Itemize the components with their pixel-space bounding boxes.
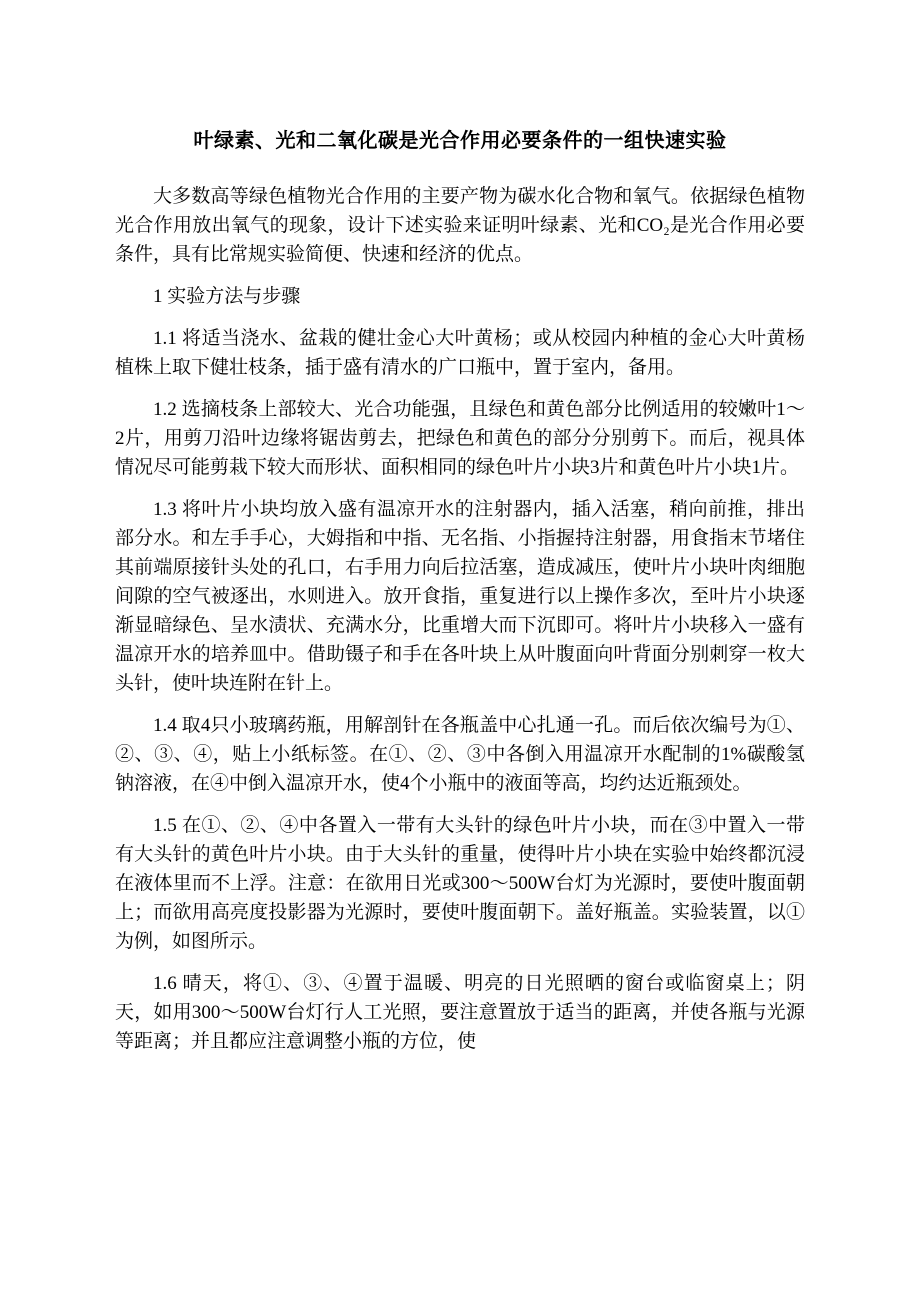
- paragraph-step-1-4: 1.4 取4只小玻璃药瓶，用解剖针在各瓶盖中心扎通一孔。而后依次编号为①、②、③、④，贴上小纸标签。在①、②、③中各倒入用温凉开水配制的1%碳酸氢钠溶液，在④中倒入温凉开水，使4个小瓶中的液面等高，均约达近瓶颈处。: [115, 715, 805, 794]
- paragraph-step-1-5: 1.5 在①、②、④中各置入一带有大头针的绿色叶片小块，而在③中置入一带有大头针的黄色叶片小块。由于大头针的重量，使得叶片小块在实验中始终都沉浸在液体里而不上浮。注意：在欲用日光或300～500W台灯为光源时，要使叶腹面朝上；而欲用高亮度投影器为光源时，要使叶腹面朝下。盖好瓶盖。实验装置，以①为例，如图所示。: [115, 815, 805, 952]
- document-title: 叶绿素、光和二氧化碳是光合作用必要条件的一组快速实验: [193, 130, 727, 152]
- paragraph-step-1-1: 1.1 将适当浇水、盆栽的健壮金心大叶黄杨；或从校园内种植的金心大叶黄杨植株上取下健壮枝条，插于盛有清水的广口瓶中，置于室内，备用。: [115, 328, 805, 378]
- paragraph-step-1-6: 1.6 晴天，将①、③、④置于温暖、明亮的日光照晒的窗台或临窗桌上；阴天，如用300～500W台灯行人工光照，要注意置放于适当的距离，并使各瓶与光源等距离；并且都应注意调整小瓶的方位，使: [115, 973, 805, 1052]
- section-heading-methods: 1 实验方法与步骤: [153, 286, 301, 307]
- paragraph-intro: 大多数高等绿色植物光合作用的主要产物为碳水化合物和氧气。依据绿色植物光合作用放出氧气的现象，设计下述实验来证明叶绿素、光和CO₂是光合作用必要条件，具有比常规实验简便、快速和经济的优点。: [115, 186, 805, 265]
- paragraph-step-1-2: 1.2 选摘枝条上部较大、光合功能强，且绿色和黄色部分比例适用的较嫩叶1～2片，用剪刀沿叶边缘将锯齿剪去，把绿色和黄色的部分分别剪下。而后，视具体情况尽可能剪栽下较大而形状、面积相同的绿色叶片小块3片和黄色叶片小块1片。: [115, 399, 805, 478]
- paragraph-step-1-3: 1.3 将叶片小块均放入盛有温凉开水的注射器内，插入活塞，稍向前推，排出部分水。和左手手心，大姆指和中指、无名指、小指握持注射器，用食指末节堵住其前端原接针头处的孔口，右手用力向后拉活塞，造成减压，使叶片小块叶肉细胞间隙的空气被逐出，水则进入。放开食指，重复进行以上操作多次，至叶片小块逐渐显暗绿色、呈水渍状、充满水分，比重增大而下沉即可。将叶片小块移入一盛有温凉开水的培养皿中。借助镊子和手在各叶块上从叶腹面向叶背面分别刺穿一枚大头针，使叶块连附在针上。: [115, 499, 805, 694]
